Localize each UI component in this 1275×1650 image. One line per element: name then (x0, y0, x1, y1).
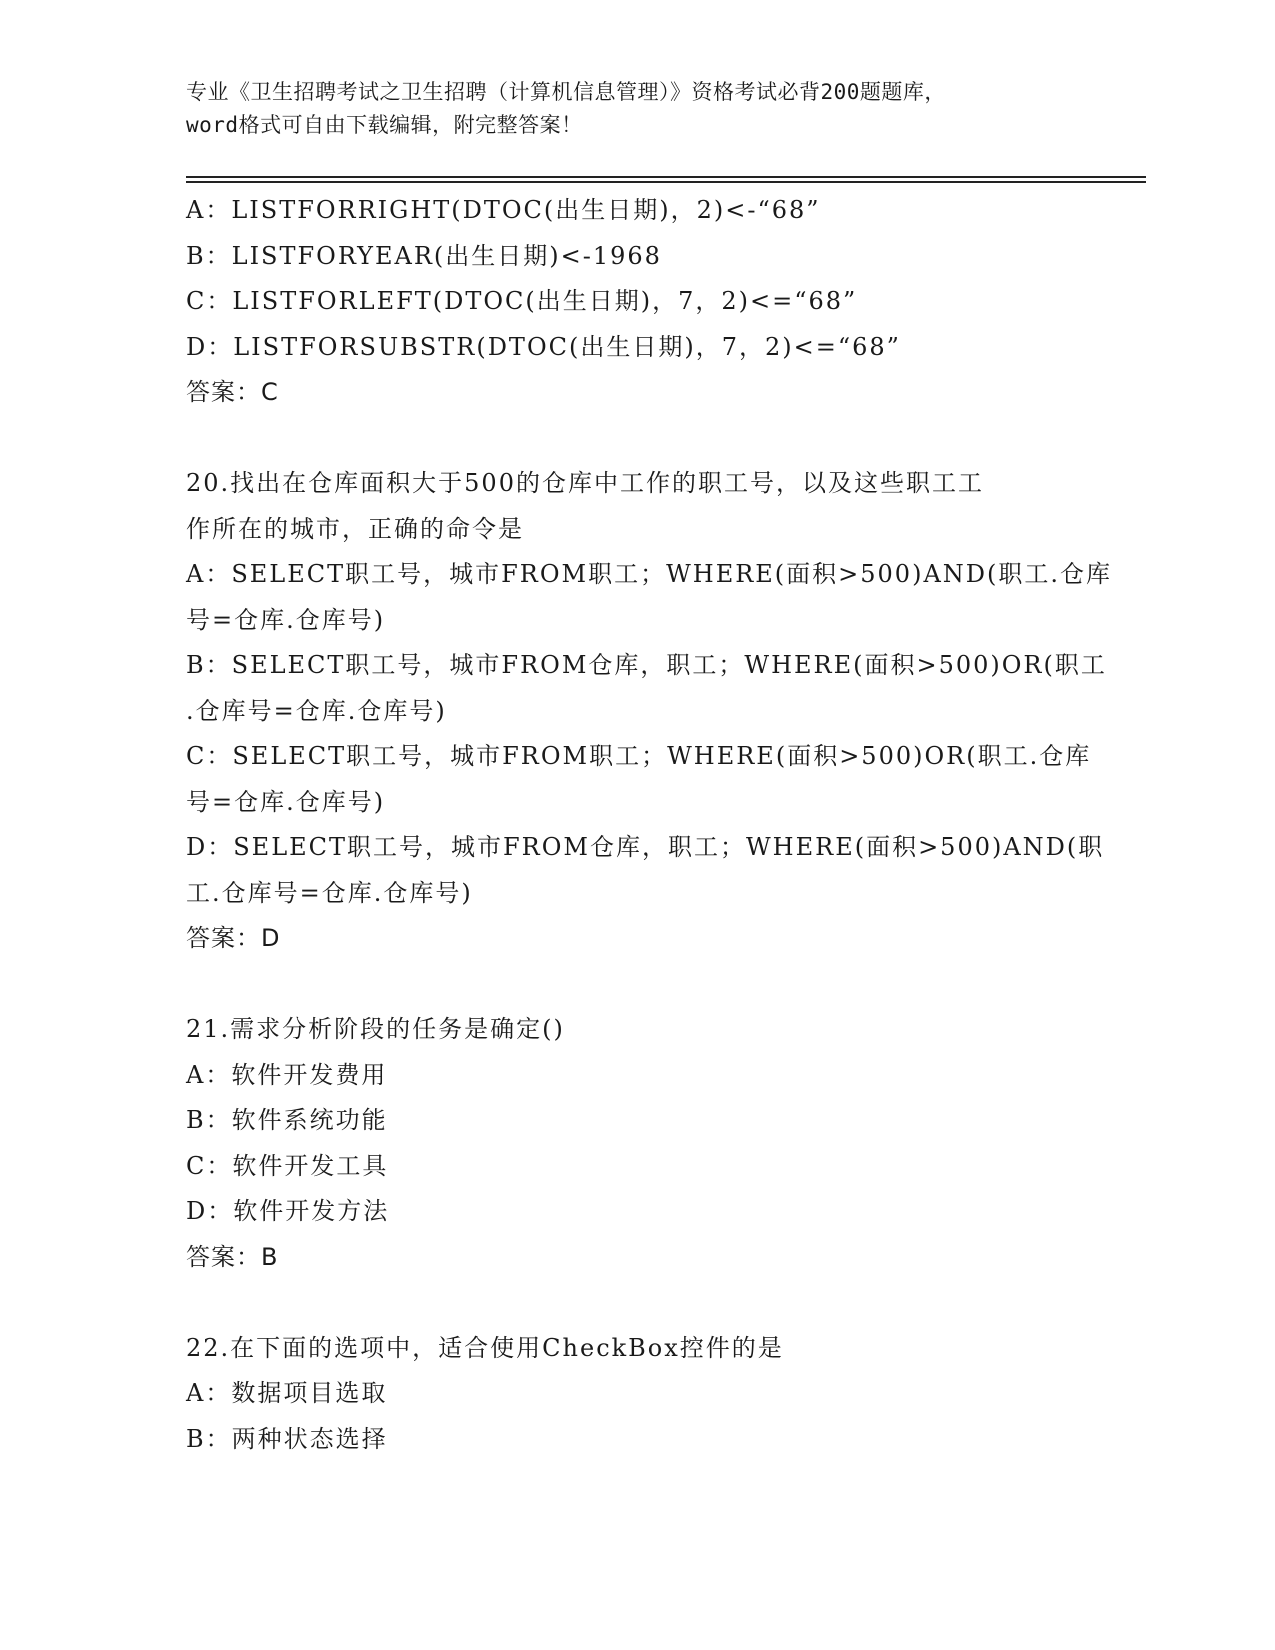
q19-option-b: B：LISTFORYEAR(出生日期)<-1968 (186, 241, 662, 270)
q20-answer: 答案：D (186, 924, 281, 952)
q20-option-b-line-2: .仓库号=仓库.仓库号) (186, 696, 447, 725)
question-list (186, 188, 1113, 1462)
q20-option-d-line-1: D：SELECT职工号，城市FROM仓库，职工；WHERE(面积>500)AND(职 (186, 833, 1105, 861)
q20-option-b-line-1: B：SELECT职工号，城市FROM仓库，职工；WHERE(面积>500)OR(职工 (186, 651, 1107, 679)
header-line-1: 专业《卫生招聘考试之卫生招聘（计算机信息管理）》资格考试必背200题题库， (186, 80, 946, 104)
q20-question-line-1: 20.找出在仓库面积大于500的仓库中工作的职工号，以及这些职工工 (186, 469, 984, 497)
q20-option-d-line-2: 工.仓库号=仓库.仓库号) (186, 878, 473, 907)
spacer (186, 962, 1086, 1008)
q21-question: 21.需求分析阶段的任务是确定() (186, 1015, 565, 1043)
q21-answer: 答案：B (186, 1242, 279, 1271)
q20-question-line-2: 作所在的城市，正确的命令是 (186, 514, 524, 543)
q19-option-c: C：LISTFORLEFT(DTOC(出生日期)，7，2)<=“68” (186, 287, 858, 315)
spacer (186, 416, 1086, 462)
header-divider-bottom (186, 181, 1146, 183)
q20-option-a-line-1: A：SELECT职工号，城市FROM职工；WHERE(面积>500)AND(职工.仓库 (186, 560, 1113, 588)
spacer (186, 1280, 1086, 1326)
header-divider-top (186, 176, 1146, 178)
q22-option-a: A：数据项目选取 (186, 1379, 388, 1407)
q22-option-b: B：两种状态选择 (186, 1424, 388, 1453)
q20-option-c-line-2: 号=仓库.仓库号) (186, 787, 386, 816)
document-header (186, 76, 1086, 142)
q20-option-c-line-1: C：SELECT职工号，城市FROM职工；WHERE(面积>500)OR(职工.仓库 (186, 742, 1092, 770)
q21-option-c: C：软件开发工具 (186, 1151, 389, 1180)
q21-option-d: D：软件开发方法 (186, 1197, 390, 1225)
q19-option-a: A：LISTFORRIGHT(DTOC(出生日期)，2)<-“68” (186, 196, 821, 224)
q21-option-b: B：软件系统功能 (186, 1106, 388, 1134)
q19-answer: 答案：C (186, 378, 279, 406)
header-line-2: word格式可自由下载编辑，附完整答案！ (186, 113, 583, 137)
q20-option-a-line-2: 号=仓库.仓库号) (186, 605, 386, 634)
q19-option-d: D：LISTFORSUBSTR(DTOC(出生日期)，7，2)<=“68” (186, 332, 901, 361)
q21-option-a: A：软件开发费用 (186, 1060, 388, 1089)
q22-question: 22.在下面的选项中，适合使用CheckBox控件的是 (186, 1333, 784, 1362)
